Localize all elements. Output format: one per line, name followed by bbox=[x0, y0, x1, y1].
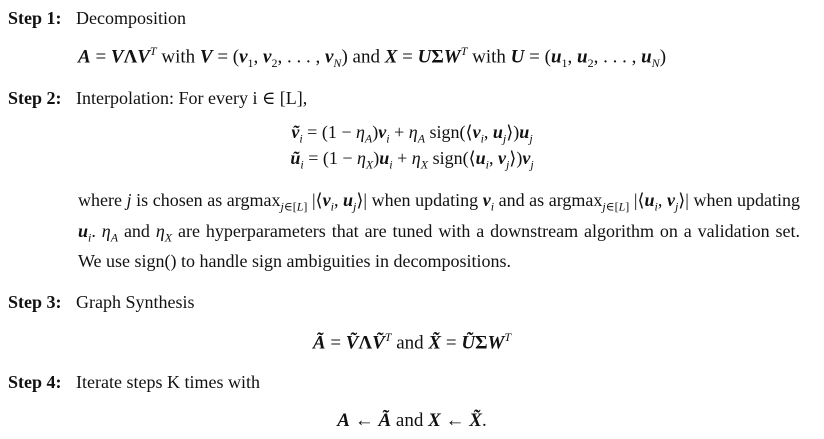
step-4-heading bbox=[8, 372, 260, 393]
step-4-label: Step 4: bbox=[8, 372, 62, 392]
step-4-equation: A ← Ã and X ← X̃. bbox=[337, 410, 487, 431]
step-4-title: Iterate steps K times with bbox=[76, 372, 260, 392]
step-1-label: Step 1: bbox=[8, 8, 62, 28]
step-1-equation: $A = V\Lambda V^T$ with $V = (v_1$, $v_2$, . . . , $v_N$) and $X = U\Sigma W^T$ with $U = (u_1$, $u_2$, . . . , $u_N$) bbox=[78, 44, 667, 71]
step-2-paragraph: where j is chosen as argmax$_{j\in[L]}$ $|⟨v_i$, $u_j⟩|$ when updating $v_i$ and as argmax$_{j\in[L]}$ $|⟨u_i$, $v_j⟩|$ when updating $u_i$. $\eta_A$ and $\eta_X$ are hyperparameters that are tuned with a downstream algorithm on a validation set. We use sign() to handle sign ambiguities in decompositions. bbox=[78, 190, 801, 272]
step-3-heading bbox=[8, 292, 195, 313]
step-1-title: Decomposition bbox=[76, 8, 186, 28]
step-2-title: Interpolation: For every i ∈ [L], bbox=[76, 88, 308, 108]
step-1-heading bbox=[8, 8, 186, 29]
step-3-equation: Ã = ṼΛṼ$^T$ and X̃ = $Ũ\Sigma W^T$ bbox=[312, 330, 512, 354]
step-3-label: Step 3: bbox=[8, 292, 62, 312]
step-3-title: Graph Synthesis bbox=[76, 292, 195, 312]
step-2-heading bbox=[8, 88, 307, 109]
step-2-equation-1: ṽ$_i$ = $(1 - \eta_A)v_i + \eta_A$ $sign(⟨v_i$, $u_j⟩)u_j$ bbox=[291, 122, 533, 146]
step-2-label: Step 2: bbox=[8, 88, 62, 108]
step-2-equation-2: $ũ_i = (1 - \eta_X)u_i + \eta_X$ $sign(⟨u_i$, $v_j⟩)v_j$ bbox=[290, 148, 534, 172]
